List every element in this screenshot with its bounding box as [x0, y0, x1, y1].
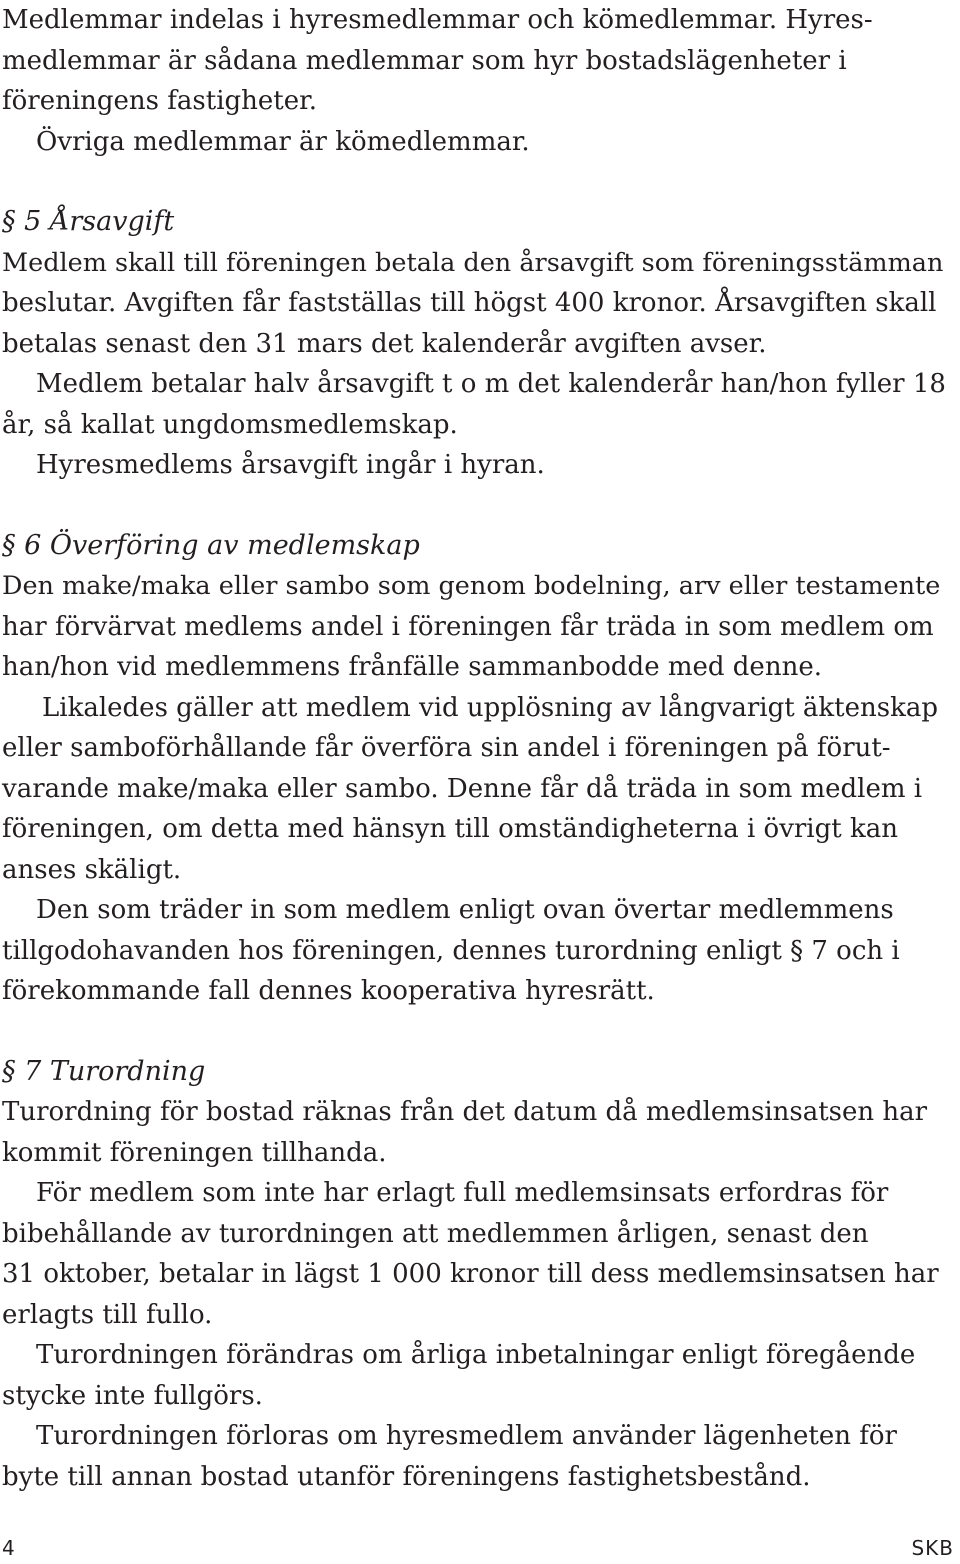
text-line: medlemmar är sådana medlemmar som hyr bostadslägenheter i: [2, 45, 847, 76]
text-line: Den make/maka eller sambo som genom bodelning, arv eller testamente: [2, 571, 941, 601]
text-line: beslutar. Avgiften får fastställas till högst 400 kronor. Årsavgiften skall: [2, 288, 937, 318]
text-line: bibehållande av turordningen att medlemmen årligen, senast den: [2, 1218, 869, 1249]
section-6: [2, 526, 958, 1012]
text-line: föreningens fastigheter.: [2, 86, 317, 116]
text-line: För medlem som inte har erlagt full medlemsinsats erfordras för: [36, 1178, 889, 1208]
text-line: har förvärvat medlems andel i föreningen får träda in som medlem om: [2, 611, 934, 642]
text-line: Turordningen förloras om hyresmedlem använder lägenheten för: [36, 1421, 897, 1451]
text-line: betalas senast den 31 mars det kalenderår avgiften avser.: [2, 328, 767, 359]
text-line: föreningen, om detta med hänsyn till omständigheterna i övrigt kan: [2, 814, 898, 844]
page-number: 4: [2, 1536, 15, 1560]
text-line: stycke inte fullgörs.: [2, 1380, 263, 1411]
text-line: han/hon vid medlemmens frånfälle sammanbodde med denne.: [2, 652, 822, 682]
text-line: Övriga medlemmar är kömedlemmar.: [36, 126, 530, 157]
document-body: [2, 0, 958, 1497]
section-5: [2, 202, 958, 486]
text-line: byte till annan bostad utanför föreningens fastighetsbestånd.: [2, 1461, 811, 1492]
text-line: kommit föreningen tillhanda.: [2, 1137, 387, 1168]
text-line: 31 oktober, betalar in lägst 1 000 kronor till dess medlemsinsatsen har: [2, 1259, 939, 1289]
section-heading: § 7 Turordning: [2, 1055, 206, 1087]
text-line: Medlem betalar halv årsavgift t o m det kalenderår han/hon fyller 18: [36, 369, 946, 399]
text-line: anses skäligt.: [2, 854, 182, 885]
text-line: Den som träder in som medlem enligt ovan övertar medlemmens: [36, 895, 894, 925]
text-line: tillgodohavanden hos föreningen, dennes turordning enligt § 7 och i: [2, 935, 900, 966]
text-line: eller samboförhållande får överföra sin andel i föreningen på förut-: [2, 733, 891, 763]
text-line: Medlemmar indelas i hyresmedlemmar och kömedlemmar. Hyres-: [2, 5, 873, 35]
section-7: [2, 1052, 958, 1498]
text-line: Medlem skall till föreningen betala den årsavgift som föreningsstämman: [2, 247, 944, 278]
text-line: förekommande fall dennes kooperativa hyresrätt.: [2, 976, 655, 1006]
text-line: Hyresmedlems årsavgift ingår i hyran.: [36, 450, 545, 480]
section-heading: § 6 Överföring av medlemskap: [2, 529, 420, 561]
intro-section: [2, 0, 958, 162]
text-line: Likaledes gäller att medlem vid upplösning av långvarigt äktenskap: [42, 692, 938, 723]
footer-brand: SKB: [911, 1536, 954, 1560]
section-heading: § 5 Årsavgift: [2, 206, 175, 237]
text-line: varande make/maka eller sambo. Denne får då träda in som medlem i: [2, 773, 923, 804]
text-line: erlagts till fullo.: [2, 1299, 213, 1330]
text-line: år, så kallat ungdomsmedlemskap.: [2, 409, 458, 440]
text-line: Turordning för bostad räknas från det datum då medlemsinsatsen har: [2, 1097, 928, 1127]
text-line: Turordningen förändras om årliga inbetalningar enligt föregående: [36, 1340, 916, 1370]
